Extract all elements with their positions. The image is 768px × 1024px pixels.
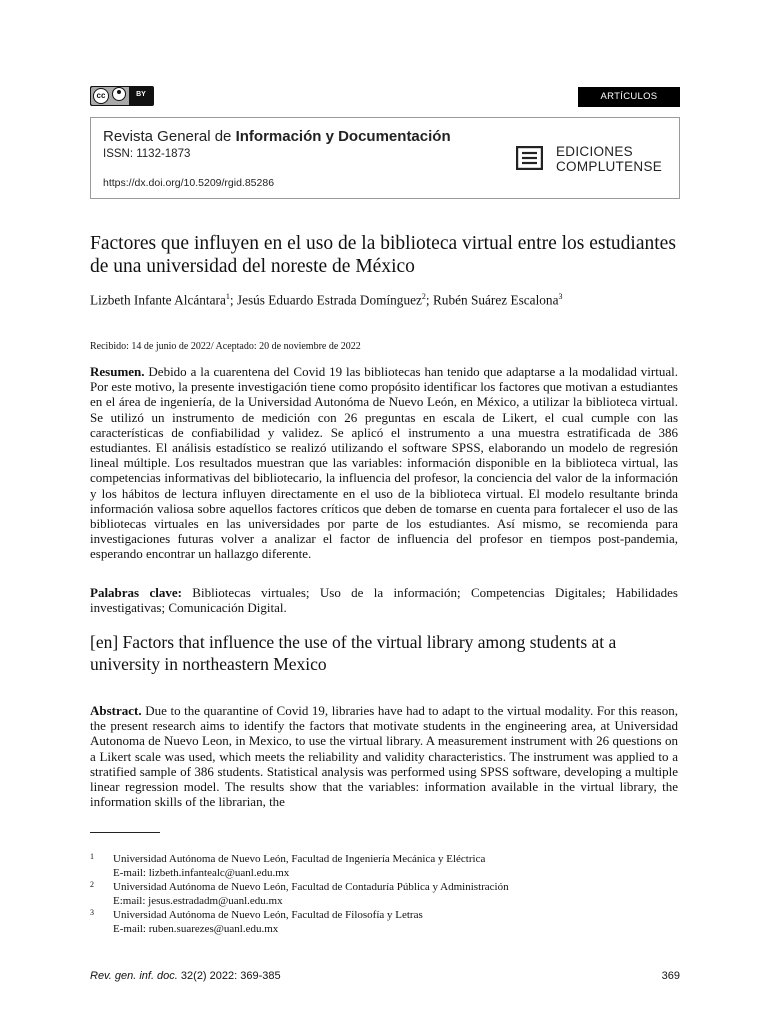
footnote-email[interactable]: E:mail: jesus.estradadm@uanl.edu.mx [113,895,283,907]
resumen-paragraph [90,364,678,562]
resumen-label: Resumen. [90,364,145,379]
journal-name-bold: Información y Documentación [235,128,451,145]
publisher-name-line2: COMPLUTENSE [556,159,663,174]
article-title-en: [en] Factors that influence the use of the virtual library among students at a university in northeastern Mexico [90,632,617,674]
publisher-name [556,144,662,174]
author-affiliation-marker: 1 [225,292,230,301]
footnote-affiliation: Universidad Autónoma de Nuevo León, Facultad de Filosofía y Letras [113,909,423,921]
journal-abbreviation: Rev. gen. inf. doc. [90,970,178,982]
author-list [90,292,562,308]
volume-pages: 32(2) 2022: 369-385 [177,970,281,982]
footnote-number: 3 [90,908,94,917]
keywords-text: Bibliotecas virtuales; Uso de la información; Competencias Digitales; Habilidades investigativas; Comunicación Digital. [90,585,678,616]
cc-icon: cc [93,88,109,104]
footnote-affiliation: Universidad Autónoma de Nuevo León, Facultad de Contaduría Pública y Administración [113,881,509,893]
section-tag: ARTÍCULOS [578,87,680,107]
author-name: Rubén Suárez Escalona [432,292,559,308]
footnote-number: 1 [90,852,94,861]
footnote-email[interactable]: E-mail: lizbeth.infantealc@uanl.edu.mx [113,867,290,879]
footnote-divider [90,832,160,833]
page-number: 369 [661,970,680,982]
cc-by-license-badge[interactable] [90,86,154,106]
resumen-text: Debido a la cuarentena del Covid 19 las bibliotecas han tenido que adaptarse a la modalidad virtual. Por este motivo, la presente investigación tiene como propósito identificar los factores que motivan a estudiantes en el área de ingeniería, de la Universidad Autonóma de Nuevo León, en México, a utilizar la biblioteca virtual. Se utilizó un instrumento de medición con 26 preguntas en escala de Likert, el cual cumple con las características de confiabilidad y validez. Se aplicó el instrumento a una muestra estratificada de 386 estudiantes. El análisis estadístico se realizó utilizando el software SPSS, elaborando un modelo de regresión lineal múltiple. Los resultados muestran que las variables: información disponible en la biblioteca virtual, las competencias informativas del bibliotecario, la influencia del profesor, la conciencia del valor de la información y los hábitos de lectura influyen directamente en el uso de la biblioteca virtual. El modelo resultante brinda información valiosa sobre aquellos factores críticos que deben de tomarse en cuenta para fortalecer el uso de las bibliotecas virtuales en las universidades por parte de los estudiantes. Así mismo, se recomienda para investigaciones futuras volver a analizar el factor de influencia del profesor en tiempos post-pandemia, esperando encontrar un hallazgo diferente. [90,364,678,562]
author-separator: ; [425,292,433,308]
abstract-paragraph [90,703,678,809]
author-separator: ; [229,292,237,308]
author-affiliation-marker: 2 [421,292,426,301]
doi-link[interactable]: https://dx.doi.org/10.5209/rgid.85286 [103,177,275,189]
footnote-affiliation: Universidad Autónoma de Nuevo León, Facultad de Ingeniería Mecánica y Eléctrica [113,853,486,865]
publisher-logo-icon [516,146,543,170]
author-name: Jesús Eduardo Estrada Domínguez [236,292,422,308]
footnote-number: 2 [90,880,94,889]
keywords-paragraph [90,585,678,615]
author-name: Lizbeth Infante Alcántara [90,292,226,308]
issn: ISSN: 1132-1873 [103,148,191,160]
received-accepted-dates: Recibido: 14 de junio de 2022/ Aceptado: 20 de noviembre de 2022 [90,341,361,352]
journal-header-box [90,117,680,199]
attribution-person-icon [112,87,126,101]
running-footer [90,970,281,982]
abstract-label: Abstract. [90,703,142,718]
author-affiliation-marker: 3 [558,292,563,301]
article-title-es: Factores que influyen en el uso de la biblioteca virtual entre los estudiantes de una universidad del noreste de México [90,233,676,277]
journal-name [103,128,451,145]
by-label: BY [136,91,146,98]
keywords-label: Palabras clave: [90,585,182,600]
journal-name-prefix: Revista General de [103,128,236,145]
abstract-text: Due to the quarantine of Covid 19, libraries have had to adapt to the virtual modality. For this reason, the present research aims to identify the factors that motivate students in the engineering area, at Universidad Autonoma de Nuevo Leon, in Mexico, to use the virtual library. A measurement instrument with 26 questions on a Likert scale was used, which meets the reliability and validity characteristics. The instrument was applied to a stratified sample of 386 students. Statistical analysis was performed using SPSS software, developing a multiple linear regression model. The results show that the variables: information available in the virtual library, the information skills of the librarian, the [90,703,678,810]
footnote-email[interactable]: E-mail: ruben.suarezes@uanl.edu.mx [113,923,279,935]
publisher-name-line1: EDICIONES [556,144,633,159]
